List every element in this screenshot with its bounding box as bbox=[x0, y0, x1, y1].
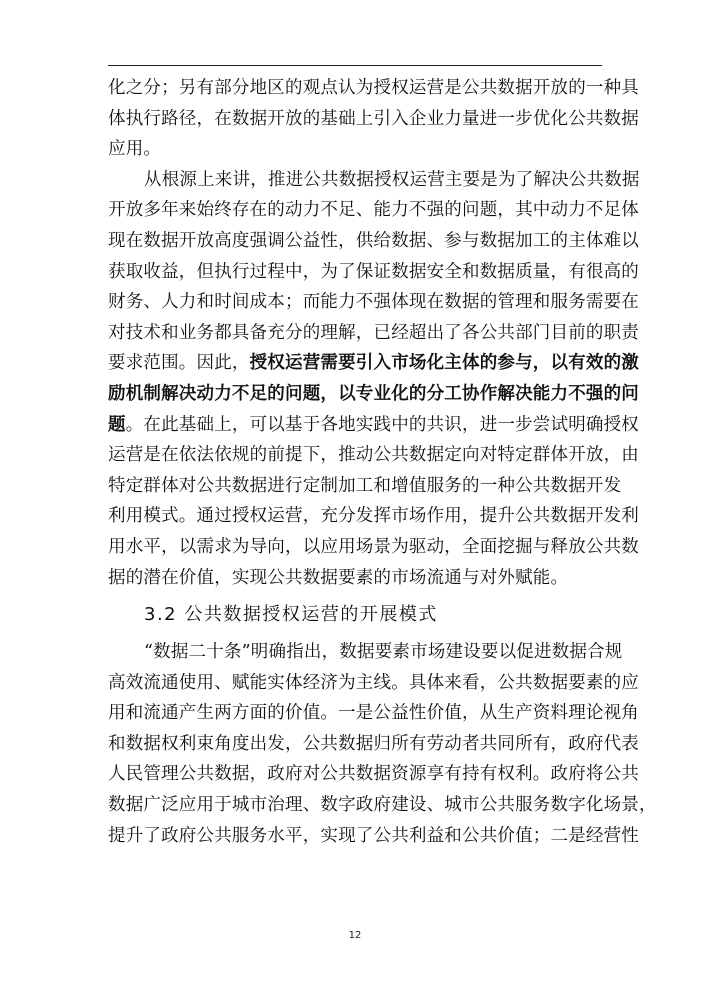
text-line bbox=[108, 379, 639, 410]
text-line: 据的潜在价值，实现公共数据要素的市场流通与对外赋能。 bbox=[108, 567, 569, 588]
text-line: “数据二十条”明确指出，数据要素市场建设要以促进数据合规 bbox=[144, 642, 623, 663]
text-line: 开放多年来始终存在的动力不足、能力不强的问题，其中动力不足体 bbox=[108, 200, 639, 221]
text-line: 财务、人力和时间成本；而能力不强体现在数据的管理和服务需要在 bbox=[108, 292, 639, 313]
text-run: 要求范围。因此， bbox=[108, 353, 250, 374]
text-line: 人民管理公共数据，政府对公共数据资源享有持有权利。政府将公共 bbox=[108, 764, 639, 785]
text-line: 获取收益，但执行过程中，为了保证数据安全和数据质量，有很高的 bbox=[108, 261, 639, 282]
header-rule bbox=[108, 65, 602, 66]
page-number: 12 bbox=[348, 930, 362, 941]
text-line: 应用。 bbox=[108, 139, 162, 160]
bold-text-run: 励机制解决动力不足的问题，以专业化的分工协作解决能力不强的问 bbox=[108, 383, 639, 404]
text-line: 用水平，以需求为导向，以应用场景为驱动，全面挖掘与释放公共数 bbox=[108, 536, 639, 557]
bold-text-run: 题 bbox=[108, 414, 126, 435]
text-line: 化之分；另有部分地区的观点认为授权运营是公共数据开放的一种具 bbox=[108, 78, 639, 98]
section-heading: 3.2 公共数据授权运营的开展模式 bbox=[144, 604, 438, 626]
text-line: 特定群体对公共数据进行定制加工和增值服务的一种公共数据开发 bbox=[108, 475, 622, 496]
text-run: 。在此基础上，可以基于各地实践中的共识，进一步尝试明确授权 bbox=[125, 414, 640, 435]
text-line: 用和流通产生两方面的价值。一是公益性价值，从生产资料理论视角 bbox=[108, 703, 639, 724]
text-line bbox=[108, 410, 640, 441]
text-line: 体执行路径，在数据开放的基础上引入企业力量进一步优化公共数据 bbox=[108, 108, 639, 129]
page-body bbox=[108, 73, 657, 851]
text-line: 运营是在依法依规的前提下，推动公共数据定向对特定群体开放，由 bbox=[108, 445, 639, 466]
text-line: 从根源上来讲，推进公共数据授权运营主要是为了解决公共数据 bbox=[144, 169, 640, 190]
text-line: 对技术和业务都具备充分的理解，已经超出了各公共部门目前的职责 bbox=[108, 322, 639, 343]
text-line: 提升了政府公共服务水平，实现了公共利益和公共价值；二是经营性 bbox=[108, 825, 639, 846]
bold-text-run: 授权运营需要引入市场化主体的参与，以有效的激 bbox=[249, 353, 640, 374]
text-line: 利用模式。通过授权运营，充分发挥市场作用，提升公共数据开发利 bbox=[108, 506, 639, 527]
text-line bbox=[108, 348, 640, 379]
text-line: 高效流通使用、赋能实体经济为主线。具体来看，公共数据要素的应 bbox=[108, 672, 639, 693]
text-line: 现在数据开放高度强调公益性，供给数据、参与数据加工的主体难以 bbox=[108, 230, 639, 251]
text-line: 和数据权利束角度出发，公共数据归所有劳动者共同所有，政府代表 bbox=[108, 733, 639, 754]
text-line: 数据广泛应用于城市治理、数字政府建设、城市公共服务数字化场景， bbox=[108, 795, 657, 816]
